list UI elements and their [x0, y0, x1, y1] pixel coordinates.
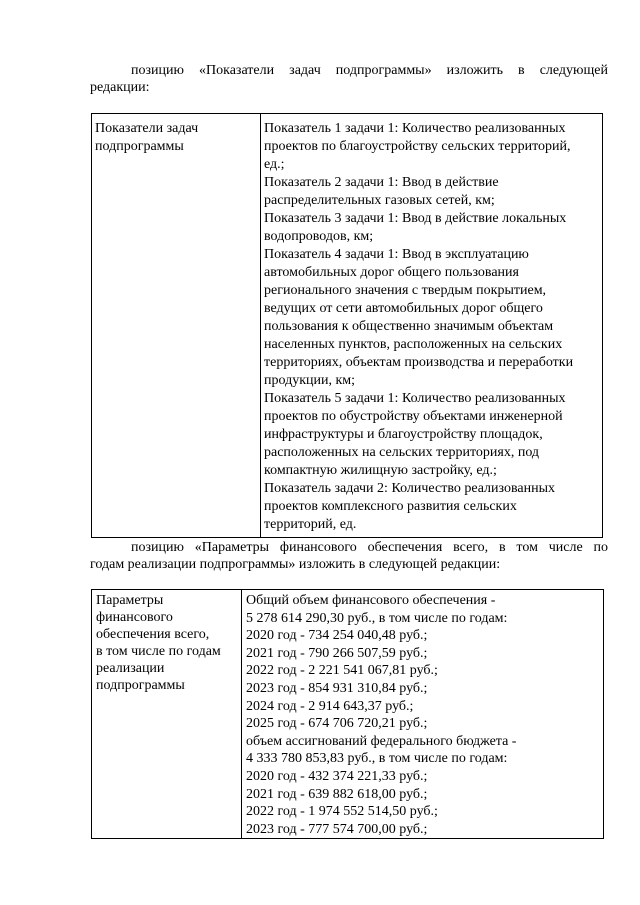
cell-line: водопроводов, км;	[264, 229, 374, 244]
paragraph-line: позицию «Параметры финансового обеспечения всего, в том числе по	[131, 540, 608, 555]
cell-line: Показатель 1 задачи 1: Количество реализованных	[264, 121, 566, 136]
cell-line: финансового	[96, 610, 173, 625]
cell-line: Показатели задач	[95, 121, 199, 136]
paragraph-indicators-intro	[90, 62, 608, 96]
cell-line: 5 278 614 290,30 руб., в том числе по годам:	[246, 610, 508, 626]
financing-value-cell	[242, 590, 604, 839]
cell-line: проектов по обустройству объектами инженерной	[264, 409, 563, 424]
cell-line: распределительных газовых сетей, км;	[264, 193, 495, 208]
table-row	[92, 590, 604, 839]
indicators-label-cell	[92, 114, 261, 538]
cell-line: инфраструктуры и благоустройству площадок,	[264, 427, 543, 442]
cell-line: 2023 год - 777 574 700,00 руб.;	[246, 821, 428, 837]
cell-line: Показатель 5 задачи 1: Количество реализованных	[264, 391, 566, 406]
indicators-table	[91, 113, 603, 538]
cell-line: компактную жилищную застройку, ед.;	[264, 463, 497, 478]
cell-line: 2022 год - 1 974 552 514,50 руб.;	[246, 804, 438, 820]
cell-line: проектов по благоустройству сельских территорий,	[264, 139, 571, 154]
cell-line: Показатель 4 задачи 1: Ввод в эксплуатацию	[264, 247, 529, 262]
cell-line: обеспечения всего,	[96, 627, 210, 642]
cell-line: Параметры	[96, 593, 164, 608]
cell-line: 2021 год - 639 882 618,00 руб.;	[246, 786, 428, 802]
cell-line: 2020 год - 432 374 221,33 руб.;	[246, 768, 428, 784]
cell-line: 4 333 780 853,83 руб., в том числе по годам:	[246, 751, 508, 767]
cell-line: 2023 год - 854 931 310,84 руб.;	[246, 680, 428, 696]
cell-line: 2022 год - 2 221 541 067,81 руб.;	[246, 663, 438, 679]
cell-line: 2020 год - 734 254 040,48 руб.;	[246, 628, 428, 644]
paragraph-financing-intro	[90, 539, 608, 573]
paragraph-line: годам реализации подпрограммы» изложить в следующей редакции:	[90, 557, 501, 572]
cell-line: в том числе по годам	[96, 644, 221, 659]
cell-line: пользования к общественно значимым объектам	[264, 319, 554, 334]
cell-line: объем ассигнований федерального бюджета -	[246, 733, 517, 749]
cell-line: подпрограммы	[95, 139, 184, 154]
cell-line: автомобильных дорог общего пользования	[264, 265, 519, 280]
cell-line: Показатель 3 задачи 1: Ввод в действие локальных	[264, 211, 567, 226]
indicators-value-cell	[261, 114, 603, 538]
cell-line: населенных пунктов, расположенных на сельских	[264, 337, 563, 352]
cell-line: 2021 год - 790 266 507,59 руб.;	[246, 645, 428, 661]
table-row	[92, 114, 603, 538]
cell-line: 2024 год - 2 914 643,37 руб.;	[246, 698, 414, 714]
cell-line: продукции, км;	[264, 373, 356, 388]
cell-line: территориях, объектам производства и переработки	[264, 355, 574, 370]
cell-line: Показатель 2 задачи 1: Ввод в действие	[264, 175, 499, 190]
cell-line: ед.;	[264, 157, 285, 172]
cell-line: ведущих от сети автомобильных дорог общего	[264, 301, 543, 316]
cell-line: 2025 год - 674 706 720,21 руб.;	[246, 716, 428, 732]
financing-label-cell	[92, 590, 242, 839]
paragraph-line: позицию «Показатели задач подпрограммы» изложить в следующей	[131, 63, 608, 78]
cell-line: Общий объем финансового обеспечения -	[246, 593, 496, 608]
cell-line: расположенных на сельских территориях, под	[264, 445, 540, 460]
cell-line: Показатель задачи 2: Количество реализованных	[264, 481, 556, 496]
cell-line: реализации	[96, 661, 165, 676]
cell-line: подпрограммы	[96, 678, 185, 693]
cell-line: проектов комплексного развития сельских	[264, 499, 517, 514]
paragraph-line: редакции:	[90, 80, 150, 95]
financing-table	[91, 589, 604, 839]
cell-line: территорий, ед.	[264, 517, 357, 532]
cell-line: регионального значения с твердым покрытием,	[264, 283, 547, 298]
